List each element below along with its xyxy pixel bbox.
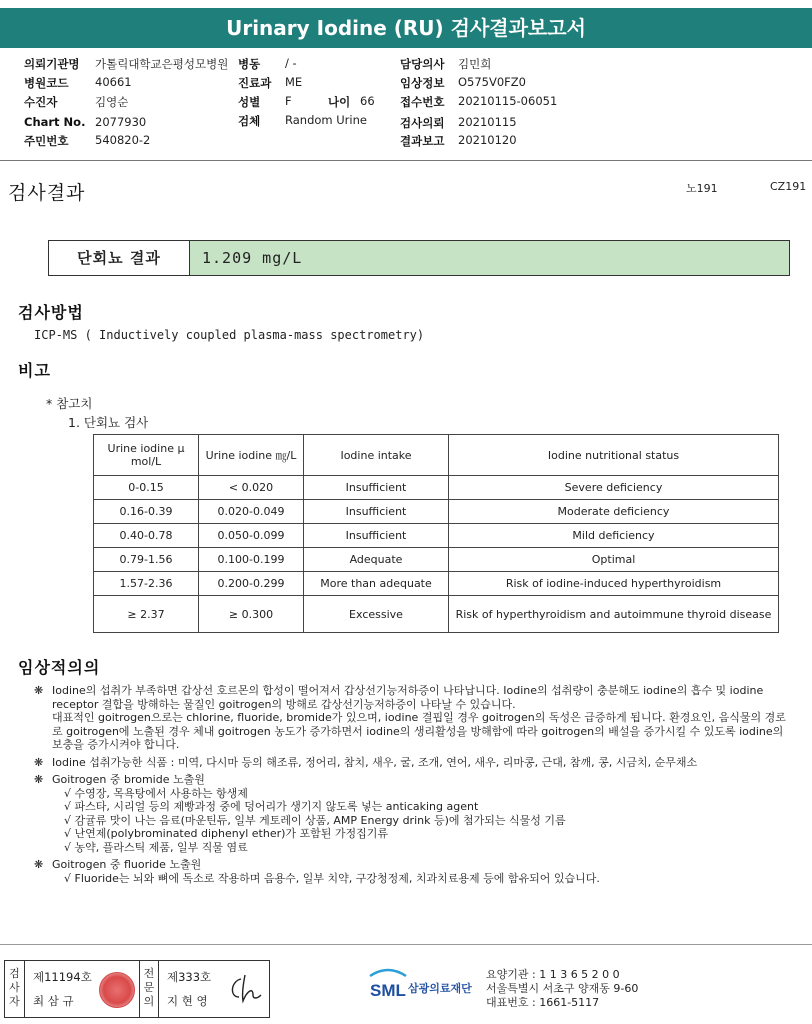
clinical-paragraph: Iodine의 섭취가 부족하면 갑상선 호르몬의 합성이 떨어져서 갑상선기능저하증이 나타납니다. Iodine의 섭취량이 충분해도 iodine의 흡수 및 iodine receptor 결합을 방해하는 물질인 goitrogen의 방해로 갑상선기능저하증이 나타날 수 있습니다.	[52, 684, 764, 711]
doctor-label: 담당의사	[400, 57, 445, 71]
org-name: 삼광의료재단	[408, 982, 472, 995]
reference-subheading: 1. 단회뇨 검사	[68, 415, 149, 430]
bromide-item: √ 감귤류 맛이 나는 음료(마운틴듀, 일부 게토레이 상품, AMP Energy drink 등)에 첨가되는 식물성 기름	[64, 813, 566, 827]
table-cell: 1.57-2.36	[94, 572, 199, 596]
bromide-item: √ 파스타, 시리얼 등의 제빵과정 중에 덩어리가 생기지 않도록 넣는 anticaking agent	[64, 800, 479, 813]
result-label: 단회뇨 결과	[49, 241, 190, 275]
test-code-alt: CZ191	[770, 180, 807, 193]
method-text: ICP-MS ( Inductively coupled plasma-mass spectrometry)	[34, 328, 425, 342]
bullet-icon: ❋	[34, 773, 44, 786]
method-title: 검사방법	[18, 303, 84, 322]
tester-license: 제11194호	[33, 970, 92, 984]
col-header-intake: Iodine intake	[304, 435, 449, 476]
ward-label: 병동	[238, 57, 261, 71]
remarks-title: 비고	[18, 361, 51, 380]
bromide-heading: Goitrogen 중 bromide 노출원	[52, 773, 205, 786]
table-cell: 0.200-0.299	[199, 572, 304, 596]
tester-label: 검사자	[5, 961, 25, 1017]
resident-label: 주민번호	[24, 134, 69, 148]
table-header-row	[94, 435, 779, 476]
table-cell: Severe deficiency	[449, 476, 779, 500]
hospital-label: 의뢰기관명	[24, 57, 80, 71]
request-value: 20210115	[458, 115, 517, 129]
request-label: 검사의뢰	[400, 116, 445, 130]
result-value: 1.209 mg/L	[190, 241, 789, 275]
divider	[0, 160, 812, 161]
sex-value: F	[285, 94, 292, 108]
doctor-value: 김민희	[458, 57, 492, 71]
table-row	[94, 548, 779, 572]
table-cell: Moderate deficiency	[449, 500, 779, 524]
clinical-paragraph: 대표적인 goitrogen으로는 chlorine, fluoride, bromide가 있으며, iodine 결핍일 경우 goitrogen의 독성은 급증하게 됩니다. 환경요인, 음식물의 경로로 goitrogen에 노출된 경우 체내 goitrogen 농도가 증가하면서 iodine의 생리활성을 방해함에 따라 goitrogen의 배설을 증가시킬 수 있도록 iodine의 보충을 증가시켜야 합니다.	[52, 711, 786, 751]
code-label: 병원코드	[24, 76, 69, 90]
code-value: 40661	[95, 75, 132, 89]
table-cell: 0.40-0.78	[94, 524, 199, 548]
age-value: 66	[360, 94, 375, 108]
col-header-status: Iodine nutritional status	[449, 435, 779, 476]
receipt-label: 접수번호	[400, 95, 445, 109]
dept-value: ME	[285, 75, 303, 89]
reference-table	[93, 434, 779, 633]
signature	[227, 973, 263, 1005]
col-header-mg: Urine iodine ㎎/L	[199, 435, 304, 476]
table-cell: 0.020-0.049	[199, 500, 304, 524]
table-cell: ≥ 2.37	[94, 596, 199, 633]
fluoride-heading: Goitrogen 중 fluoride 노출원	[52, 858, 202, 871]
table-cell: More than adequate	[304, 572, 449, 596]
report-title: Urinary Iodine (RU) 검사결과보고서	[0, 8, 812, 48]
table-cell: Risk of hyperthyroidism and autoimmune thyroid disease	[449, 596, 779, 633]
bromide-item: √ 농약, 플라스틱 제품, 일부 직물 염료	[64, 840, 248, 854]
clinical-section	[34, 684, 792, 889]
table-row	[94, 572, 779, 596]
table-cell: Excessive	[304, 596, 449, 633]
result-box	[48, 240, 790, 276]
table-cell: 0.16-0.39	[94, 500, 199, 524]
table-cell: Adequate	[304, 548, 449, 572]
report-label: 결과보고	[400, 134, 445, 148]
chart-label: Chart No.	[24, 115, 86, 129]
agency-number: 요양기관 : 1 1 3 6 5 2 0 0	[486, 968, 620, 981]
receipt-value: 20210115-06051	[458, 94, 558, 108]
list-item	[34, 858, 792, 885]
clinical-value: O575V0FZ0	[458, 75, 526, 89]
sex-label: 성별	[238, 95, 261, 109]
patient-value: 김영순	[95, 95, 129, 109]
ward-value: / -	[285, 56, 297, 70]
list-item	[34, 684, 792, 752]
table-row	[94, 524, 779, 548]
table-row	[94, 596, 779, 633]
specialist-license: 제333호	[167, 970, 212, 984]
table-cell: < 0.020	[199, 476, 304, 500]
list-item	[34, 756, 792, 770]
specialist-name: 지 현 영	[167, 994, 208, 1008]
seal-stamp	[99, 972, 135, 1008]
bullet-icon: ❋	[34, 755, 44, 769]
specialist-label: 전문의	[139, 961, 159, 1017]
chart-value: 2077930	[95, 115, 147, 129]
logo-text: SML	[370, 981, 406, 1000]
table-cell: 0.050-0.099	[199, 524, 304, 548]
table-cell: 0.79-1.56	[94, 548, 199, 572]
phone-number: 대표번호 : 1661-5117	[486, 996, 600, 1009]
table-cell: Optimal	[449, 548, 779, 572]
table-cell: Mild deficiency	[449, 524, 779, 548]
age-label: 나이	[328, 95, 351, 109]
bromide-item: √ 난연제(polybrominated diphenyl ether)가 포함된 가정집기류	[64, 827, 389, 840]
table-cell: ≥ 0.300	[199, 596, 304, 633]
bullet-icon: ❋	[34, 858, 44, 871]
test-code: 노191	[686, 182, 718, 195]
clinical-label: 임상정보	[400, 76, 445, 90]
specimen-label: 검체	[238, 114, 261, 128]
table-cell: 0.100-0.199	[199, 548, 304, 572]
footer-divider	[0, 944, 812, 945]
bromide-item: √ 수영장, 목욕탕에서 사용하는 항생제	[64, 786, 248, 800]
tester-name: 최 삼 규	[33, 994, 74, 1008]
table-cell: Insufficient	[304, 500, 449, 524]
col-header-umol: Urine iodine μ mol/L	[94, 435, 199, 476]
reference-heading: * 참고치	[46, 396, 93, 411]
patient-info	[0, 56, 812, 156]
resident-value: 540820-2	[95, 133, 151, 147]
table-cell: 0-0.15	[94, 476, 199, 500]
clinical-paragraph: Iodine 섭취가능한 식품 : 미역, 다시마 등의 해조류, 정어리, 참치, 새우, 굴, 조개, 연어, 새우, 리마콩, 근대, 참깨, 콩, 시금치, 순무채소	[52, 755, 698, 769]
contact-info	[486, 968, 638, 1010]
dept-label: 진료과	[238, 76, 272, 90]
results-title: 검사결과	[8, 182, 86, 204]
table-row	[94, 500, 779, 524]
hospital-value: 가톨릭대학교은평성모병원	[95, 57, 229, 71]
clinical-title: 임상적의의	[18, 658, 101, 677]
specimen-value: Random Urine	[285, 113, 367, 127]
bullet-icon: ❋	[34, 684, 44, 697]
table-cell: Insufficient	[304, 524, 449, 548]
signature-box	[4, 960, 270, 1018]
fluoride-item: √ Fluoride는 뇌와 뼈에 독소로 작용하며 음용수, 일부 치약, 구강청정제, 치과치료용제 등에 함유되어 있습니다.	[64, 871, 600, 885]
table-cell: Insufficient	[304, 476, 449, 500]
table-cell: Risk of iodine-induced hyperthyroidism	[449, 572, 779, 596]
table-row	[94, 476, 779, 500]
address: 서울특별시 서초구 양재동 9-60	[486, 982, 639, 995]
list-item	[34, 773, 792, 854]
report-value: 20210120	[458, 133, 517, 147]
patient-label: 수진자	[24, 95, 58, 109]
